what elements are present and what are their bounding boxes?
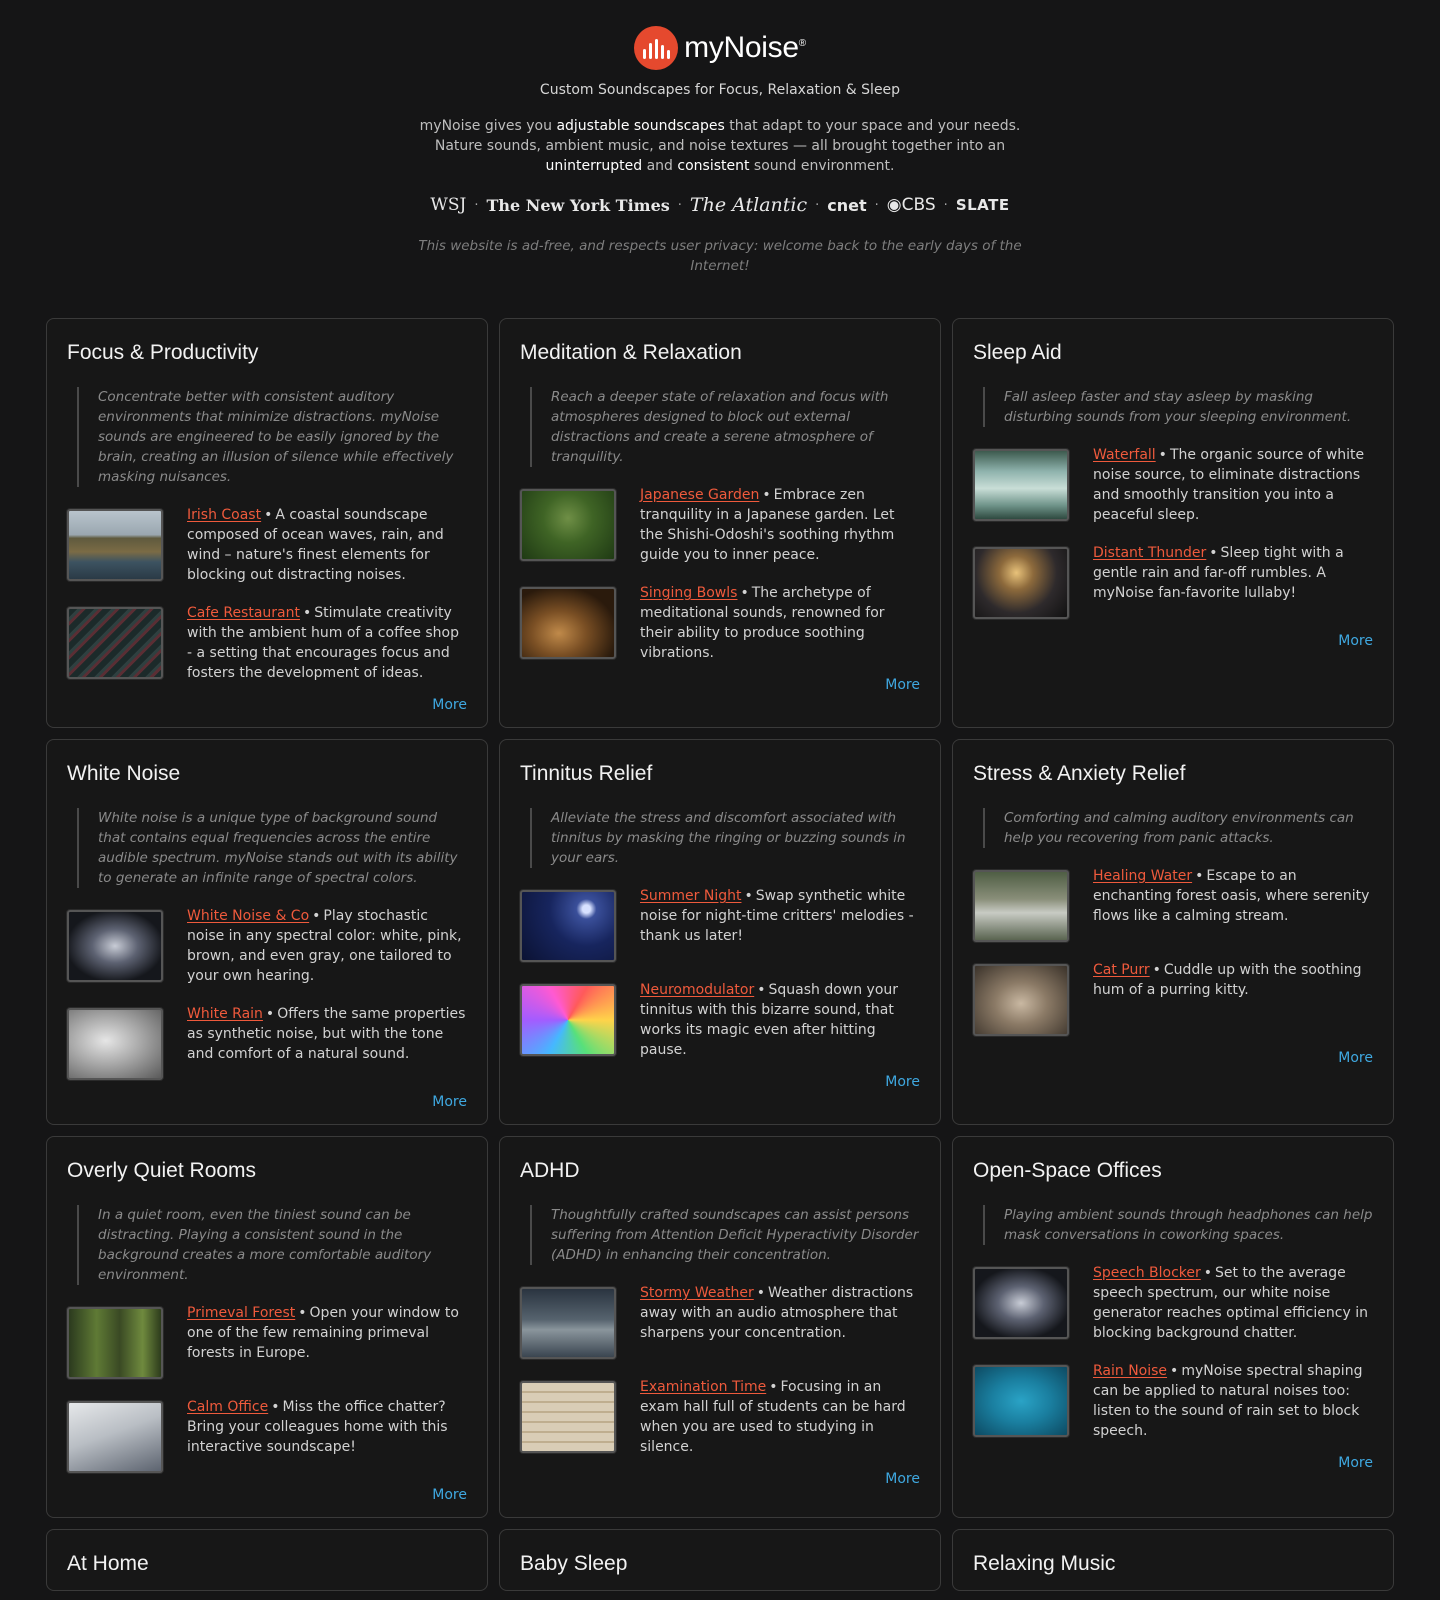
card-title[interactable]: Open-Space Offices [973,1159,1162,1182]
bullet-separator: • [744,888,753,904]
soundscape-thumbnail[interactable] [973,449,1069,521]
soundscape-item [520,984,920,1060]
soundscape-text [187,1397,467,1457]
category-card [46,739,488,1125]
soundscape-description: Play stochastic noise in any spectral color: white, pink, brown, and even gray, one tailored to your own hearing. [187,908,462,984]
soundscape-item [520,587,920,663]
soundscape-item [520,1381,920,1457]
card-description: Alleviate the stress and discomfort associated with tinnitus by masking the ringing or buzzing sounds in your ears. [530,808,920,868]
soundscape-text [187,505,467,585]
soundscape-description: The archetype of meditational sounds, renowned for their ability to produce soothing vibrations. [640,585,885,661]
soundscape-link[interactable]: Stormy Weather [640,1285,754,1301]
soundscape-item [520,1287,920,1359]
soundscape-item [67,910,467,986]
brand-name: myNoise® [684,31,806,64]
soundscape-link[interactable]: Neuromodulator [640,982,755,998]
soundscape-thumbnail[interactable] [973,964,1069,1036]
tagline: Custom Soundscapes for Focus, Relaxation & Sleep [539,82,901,98]
card-title[interactable]: Relaxing Music [973,1552,1116,1575]
soundscape-thumbnail[interactable] [520,587,616,659]
card-title[interactable]: Baby Sleep [520,1552,628,1575]
card-title[interactable]: Sleep Aid [973,341,1062,364]
equalizer-logo-icon [634,26,678,70]
category-card [499,318,941,728]
soundscape-thumbnail[interactable] [67,607,163,679]
soundscape-thumbnail[interactable] [520,890,616,962]
soundscape-link[interactable]: Irish Coast [187,507,262,523]
soundscape-link[interactable]: Primeval Forest [187,1305,296,1321]
soundscape-thumbnail[interactable] [520,984,616,1056]
card-title[interactable]: At Home [67,1552,149,1575]
soundscape-thumbnail[interactable] [67,509,163,581]
soundscape-thumbnail[interactable] [520,1381,616,1453]
soundscape-text [1093,866,1373,926]
soundscape-description: Embrace zen tranquility in a Japanese garden. Let the Shishi-Odoshi's soothing rhythm guide you to inner peace. [640,487,895,563]
soundscape-thumbnail[interactable] [520,1287,616,1359]
bullet-separator: • [1170,1363,1179,1379]
soundscape-text [1093,543,1373,603]
category-card [499,1136,941,1518]
bullet-separator: • [740,585,749,601]
card-description: White noise is a unique type of background sound that contains equal frequencies across the entire audible spectrum. myNoise stands out with its ability to generate an infinite range of spectral colors. [77,808,467,888]
category-card [952,1529,1394,1591]
category-grid [46,318,1394,1600]
soundscape-text [640,980,920,1060]
soundscape-description: A coastal soundscape composed of ocean waves, rain, and wind – nature's finest elements for blocking out distracting noises. [187,507,444,583]
category-card [952,739,1394,1125]
soundscape-description: Squash down your tinnitus with this bizarre sound, that works its magic even after hitting pause. [640,982,899,1058]
card-description: Thoughtfully crafted soundscapes can assist persons suffering from Attention Deficit Hyperactivity Disorder (ADHD) in enhancing their concentration. [530,1205,920,1265]
soundscape-description: Miss the office chatter? Bring your colleagues home with this interactive soundscape! [187,1399,448,1455]
soundscape-thumbnail[interactable] [973,1365,1069,1437]
more-link[interactable]: More [432,1094,467,1110]
card-description: Reach a deeper state of relaxation and focus with atmospheres designed to block out external distractions and create a serene atmosphere of tranquility. [530,387,920,467]
soundscape-item [520,890,920,962]
soundscape-text [640,583,920,663]
bullet-separator: • [1152,962,1161,978]
soundscape-link[interactable]: Cafe Restaurant [187,605,300,621]
soundscape-text [187,1303,467,1363]
soundscape-text [1093,960,1373,1000]
soundscape-thumbnail[interactable] [67,1401,163,1473]
soundscape-description: Stimulate creativity with the ambient hum of a coffee shop - a setting that encourages focus and fosters the development of ideas. [187,605,460,681]
soundscape-link[interactable]: Summer Night [640,888,742,904]
soundscape-link[interactable]: White Noise & Co [187,908,310,924]
soundscape-text [187,1004,467,1064]
soundscape-item [973,547,1373,619]
soundscape-item [67,1401,467,1473]
card-title[interactable]: Overly Quiet Rooms [67,1159,257,1182]
soundscape-link[interactable]: Cat Purr [1093,962,1150,978]
soundscape-link[interactable]: Rain Noise [1093,1363,1168,1379]
card-description: In a quiet room, even the tiniest sound can be distracting. Playing a consistent sound in the background creates a more comfortable auditory environment. [77,1205,467,1285]
category-card [46,1136,488,1518]
site-logo[interactable] [634,26,806,70]
card-title[interactable]: Meditation & Relaxation [520,341,742,364]
press-separator: · [943,197,948,213]
soundscape-text [640,485,920,565]
privacy-notice: This website is ad-free, and respects user privacy: welcome back to the early days of the Internet! [418,238,1022,274]
intro-paragraph: myNoise gives you adjustable soundscapes that adapt to your space and your needs. Nature sounds, ambient music, and noise textures — all brought together into an uninterrupted and consistent sound environment. [419,118,1021,174]
more-link[interactable]: More [885,1074,920,1090]
soundscape-thumbnail[interactable] [973,547,1069,619]
card-description: Fall asleep faster and stay asleep by masking disturbing sounds from your sleeping environment. [983,387,1373,427]
card-title[interactable]: Tinnitus Relief [520,762,653,785]
category-card [499,1529,941,1591]
soundscape-thumbnail[interactable] [973,1267,1069,1339]
soundscape-description: Open your window to one of the few remaining primeval forests in Europe. [187,1305,459,1361]
soundscape-text [1093,1263,1373,1343]
bullet-separator: • [298,1305,307,1321]
soundscape-description: The organic source of white noise source, to eliminate distractions and smoothly transition you into a peaceful sleep. [1093,447,1365,523]
site-header [0,0,1440,276]
soundscape-item [67,607,467,683]
more-link[interactable]: More [432,1487,467,1503]
soundscape-text [640,1377,920,1457]
soundscape-item [67,1008,467,1080]
soundscape-item [973,449,1373,525]
soundscape-description: myNoise spectral shaping can be applied to natural noises too: listen to the sound of rain set to block speech. [1093,1363,1363,1439]
card-title[interactable]: Focus & Productivity [67,341,259,364]
soundscape-link[interactable]: Calm Office [187,1399,269,1415]
soundscape-description: Weather distractions away with an audio atmosphere that sharpens your concentration. [640,1285,914,1341]
category-card [499,739,941,1125]
press-cbs: ◉CBS [886,195,936,215]
bullet-separator: • [1158,447,1167,463]
soundscape-description: Sleep tight with a gentle rain and far-off rumbles. A myNoise fan-favorite lullaby! [1093,545,1344,601]
bullet-separator: • [303,605,312,621]
more-link[interactable]: More [885,1471,920,1487]
bullet-separator: • [312,908,321,924]
more-link[interactable]: More [885,677,920,693]
category-card [46,318,488,728]
press-cnet: cnet [827,195,867,215]
soundscape-description: Escape to an enchanting forest oasis, where serenity flows like a calming stream. [1093,868,1370,924]
card-title[interactable]: Stress & Anxiety Relief [973,762,1186,785]
soundscape-link[interactable]: Waterfall [1093,447,1156,463]
press-separator: · [474,197,479,213]
bullet-separator: • [1209,545,1218,561]
soundscape-description: Focusing in an exam hall full of students can be hard when you are used to studying in silence. [640,1379,906,1455]
bullet-separator: • [1203,1265,1213,1281]
soundscape-text [640,886,920,946]
soundscape-item [973,1365,1373,1441]
soundscape-item [67,509,467,585]
press-wsj: WSJ [430,195,467,215]
more-link[interactable]: More [1338,1455,1373,1471]
soundscape-item [973,1267,1373,1343]
soundscape-thumbnail[interactable] [520,489,616,561]
card-description: Comforting and calming auditory environments can help you recovering from panic attacks. [983,808,1373,848]
card-description: Concentrate better with consistent auditory environments that minimize distractions. myNoise sounds are engineered to be easily ignored by the brain, creating an illusion of silence while effectively masking nuisances. [77,387,467,487]
category-card [952,318,1394,728]
more-link[interactable]: More [432,697,467,713]
soundscape-thumbnail[interactable] [973,870,1069,942]
card-title[interactable]: ADHD [520,1159,580,1182]
press-separator: · [815,197,820,213]
soundscape-text [640,1283,920,1343]
bullet-separator: • [762,487,771,503]
category-card [952,1136,1394,1518]
soundscape-description: Swap synthetic white noise for night-time critters' melodies - thank us later! [640,888,914,944]
soundscape-link[interactable]: Examination Time [640,1379,767,1395]
soundscape-item [973,964,1373,1036]
cbs-eye-icon: ◉ [886,195,902,215]
soundscape-description: Offers the same properties as synthetic noise, but with the tone and comfort of a natural sound. [187,1006,466,1062]
card-title[interactable]: White Noise [67,762,181,785]
press-nyt: The New York Times [486,195,670,215]
bullet-separator: • [1195,868,1204,884]
soundscape-item [520,489,920,565]
soundscape-text [187,603,467,683]
soundscape-link[interactable]: White Rain [187,1006,263,1022]
press-logos [0,194,1440,216]
soundscape-text [1093,445,1373,525]
bullet-separator: • [769,1379,778,1395]
press-atlantic: The Atlantic [689,194,808,216]
soundscape-link[interactable]: Speech Blocker [1093,1265,1201,1281]
soundscape-item [67,1307,467,1379]
soundscape-link[interactable]: Japanese Garden [640,487,760,503]
press-separator: · [874,197,879,213]
soundscape-thumbnail[interactable] [67,1307,163,1379]
bullet-separator: • [271,1399,280,1415]
soundscape-description: Set to the average speech spectrum, our white noise generator reaches optimal efficiency in blocking background chatter. [1093,1265,1368,1341]
bullet-separator: • [264,507,273,523]
soundscape-text [187,906,467,986]
category-card [46,1529,488,1591]
more-link[interactable]: More [1338,633,1373,649]
soundscape-thumbnail[interactable] [67,910,163,982]
soundscape-link[interactable]: Healing Water [1093,868,1193,884]
soundscape-description: Cuddle up with the soothing hum of a purring kitty. [1093,962,1362,998]
soundscape-link[interactable]: Distant Thunder [1093,545,1207,561]
card-description: Playing ambient sounds through headphones can help mask conversations in coworking spaces. [983,1205,1373,1245]
bullet-separator: • [756,1285,766,1301]
soundscape-thumbnail[interactable] [67,1008,163,1080]
press-slate: SLATE [955,196,1010,214]
press-separator: · [677,197,682,213]
soundscape-text [1093,1361,1373,1441]
soundscape-item [973,870,1373,942]
bullet-separator: • [757,982,766,998]
soundscape-link[interactable]: Singing Bowls [640,585,738,601]
more-link[interactable]: More [1338,1050,1373,1066]
bullet-separator: • [265,1006,275,1022]
